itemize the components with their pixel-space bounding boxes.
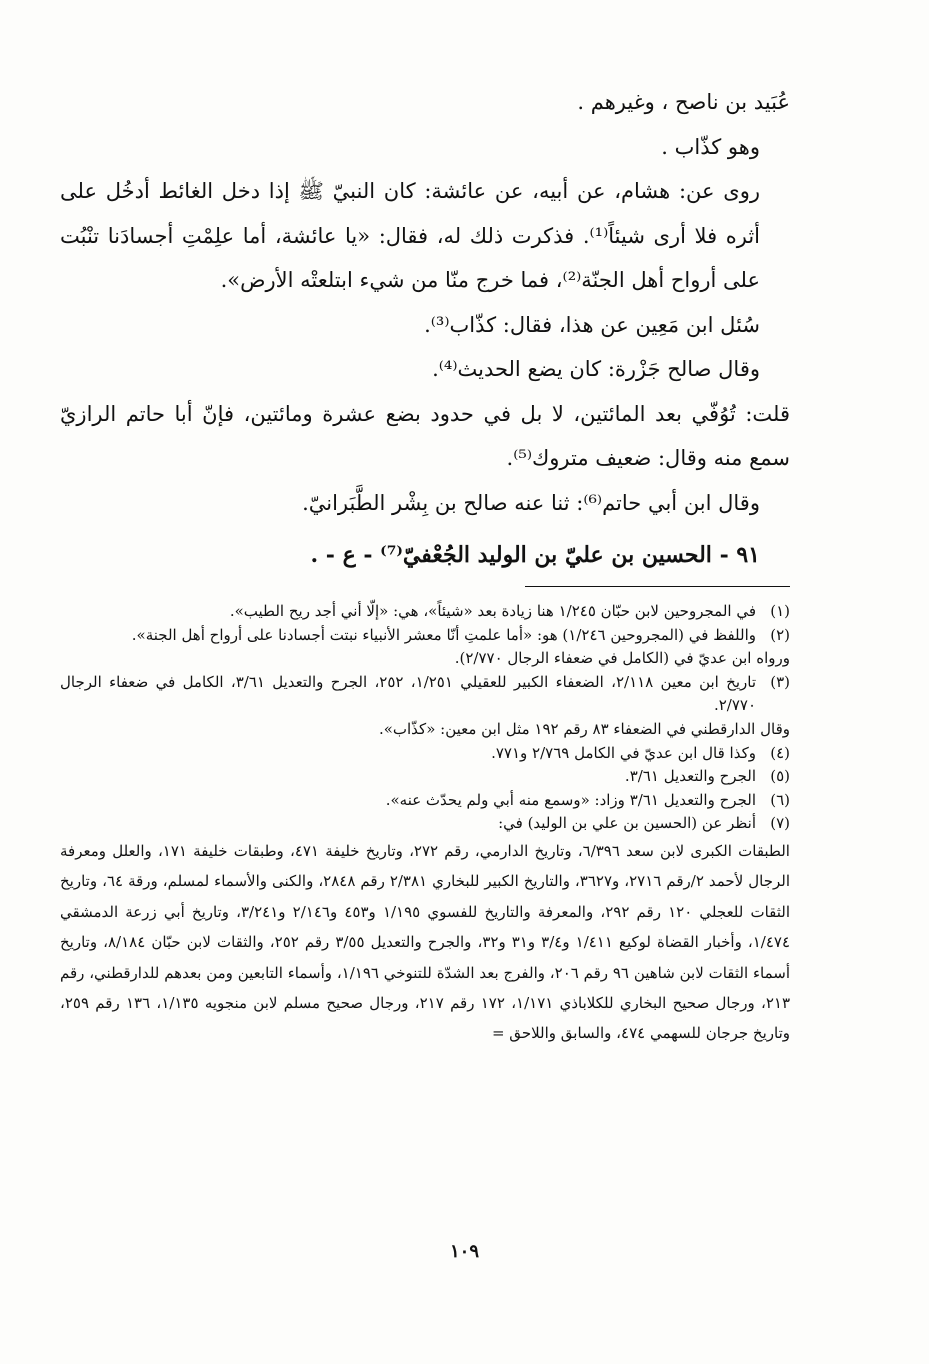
footnote-text: تاريخ ابن معين ٢/١١٨، الضعفاء الكبير للعقيلي ١/٢٥١، ٢٥٢، الجرح والتعديل ٣/٦١، الكامل في ضعفاء الرجال ٢/٧٧٠. — [60, 672, 757, 715]
footnote-text: واللفظ في (المجروحين ١/٢٤٦) هو: «أما علمتِ أنّا معشر الأنبياء نبتت أجسادنا على أرواح أهل الجنة». — [131, 625, 756, 644]
footnote-text: أنظر عن (الحسين بن علي بن الوليد) في: — [498, 814, 756, 833]
footnote — [60, 624, 790, 648]
footnotes — [60, 600, 790, 1049]
footnote — [60, 789, 790, 813]
text-line: روى عن: هشام، عن أبيه، عن عائشة: كان النبيّ ﷺ إذا دخل الغائط أدخُل على أثره فلا أرى شيئاً⁽¹⁾. فذكرت ذلك له، فقال: «يا عائشة، أما علِمْتِ أجسادَنا تنْبُت على أرواح أهل الجنّة⁽²⁾، فما خرج منّا من شيء ابتلعتْه الأرض». — [60, 179, 760, 292]
footnote-number: (٤) — [770, 743, 790, 762]
footnote-text: الجرح والتعديل ٣/٦١ وزاد: «وسمع منه أبي ولم يحدّث عنه». — [385, 790, 756, 809]
page-number: ١٠٩ — [449, 1241, 479, 1262]
footnote-text: وكذا قال ابن عديّ في الكامل ٢/٧٦٩ و٧٧١. — [491, 743, 756, 762]
footnote — [60, 765, 790, 789]
footnote-number: (٧) — [770, 814, 790, 833]
text-line: وقال صالح جَزْرة: كان يضع الحديث⁽⁴⁾. — [432, 357, 760, 381]
text-line: وقال ابن أبي حاتم⁽⁶⁾: ثنا عنه صالح بن بِشْر الطَّبَرانيّ. — [302, 490, 760, 515]
footnote-number: (٦) — [770, 790, 790, 809]
footnote — [60, 671, 790, 718]
footnote — [60, 742, 790, 766]
footnote — [60, 812, 790, 836]
text-line: قلت: تُوُفّي بعد المائتين، لا بل في حدود بضع عشرة ومائتين، فإنّ أبا حاتم الرازيّ سمع منه وقال: ضعيف متروك⁽⁵⁾. — [60, 401, 790, 470]
reference-list: الطبقات الكبرى لابن سعد ٦/٣٩٦، وتاريخ الدارمي، رقم ٢٧٢، وتاريخ خليفة ٤٧١، وطبقات خليفة ١٧١، والعلل ومعرفة الرجال لأحمد ٢/رقم ٢٧١٦، و٣٦٢٧، والتاريخ الكبير للبخاري ٢/٣٨١ رقم ٢٨٤٨، والكنى والأسماء لمسلم، ورقة ٦٤، وتاريخ الثقات للعجلي ١٢٠ رقم ٢٩٢، والمعرفة والتاريخ للفسوي ١/١٩٥ و٤٥٣ و٢/١٤٦ و٣/٢٤١، وتاريخ أبي زرعة الدمشقي ١/٤٧٤، وأخبار القضاة لوكيع ١/٤١١ و٣/٤ و٣١ و٣٢، والجرح والتعديل ٣/٥٥ رقم ٢٥٢، والثقات لابن حبّان ٨/١٨٤، وتاريخ أسماء الثقات لابن شاهين ٩٦ رقم ٢٠٦، والفرج بعد الشدّة للتنوخي ١/١٩٦، وأسماء التابعين ومن بعدهم للدارقطني، رقم ٢١٣، ورجال صحيح البخاري للكلاباذي ١/١٧١، ١٧٢ رقم ٢١٧، ورجال صحيح مسلم لابن منجويه ١/١٣٥، ١٣٦ رقم ٢٥٩، وتاريخ جرجان للسهمي ٤٧٤، والسابق واللاحق = — [60, 841, 791, 1043]
footnote-number: (٥) — [770, 767, 790, 786]
footnote-continuation: وقال الدارقطني في الضعفاء ٨٣ رقم ١٩٢ مثل ابن معين: «كذّاب». — [378, 719, 790, 738]
footnote-continuation: ورواه ابن عديّ في (الكامل في ضعفاء الرجال ٢/٧٧٠). — [454, 649, 790, 668]
footnote-number: (٣) — [770, 672, 790, 691]
text-line: سُئل ابن مَعِين عن هذا، فقال: كذّاب⁽³⁾. — [424, 312, 760, 337]
main-text — [60, 80, 790, 579]
footnote-number: (٢) — [770, 625, 790, 644]
text-line: عُبَيد بن ناصح ، وغيرهم . — [577, 90, 790, 114]
footnote-number: (١) — [770, 602, 790, 620]
text-line: وهو كذّاب . — [661, 134, 760, 159]
footnote-text: في المجروحين لابن حبّان ١/٢٤٥ هنا زيادة بعد «شيئاً»، هي: «إلّا أني أجد ريح الطيب». — [229, 602, 756, 620]
entry-heading: ٩١ - الحسين بن عليّ بن الوليد الجُعْفيّ⁽⁷⁾ - ع - . — [310, 542, 760, 568]
footnote-text: الجرح والتعديل ٣/٦١. — [624, 767, 756, 786]
footnote — [60, 600, 790, 624]
footnote-divider — [525, 586, 790, 587]
